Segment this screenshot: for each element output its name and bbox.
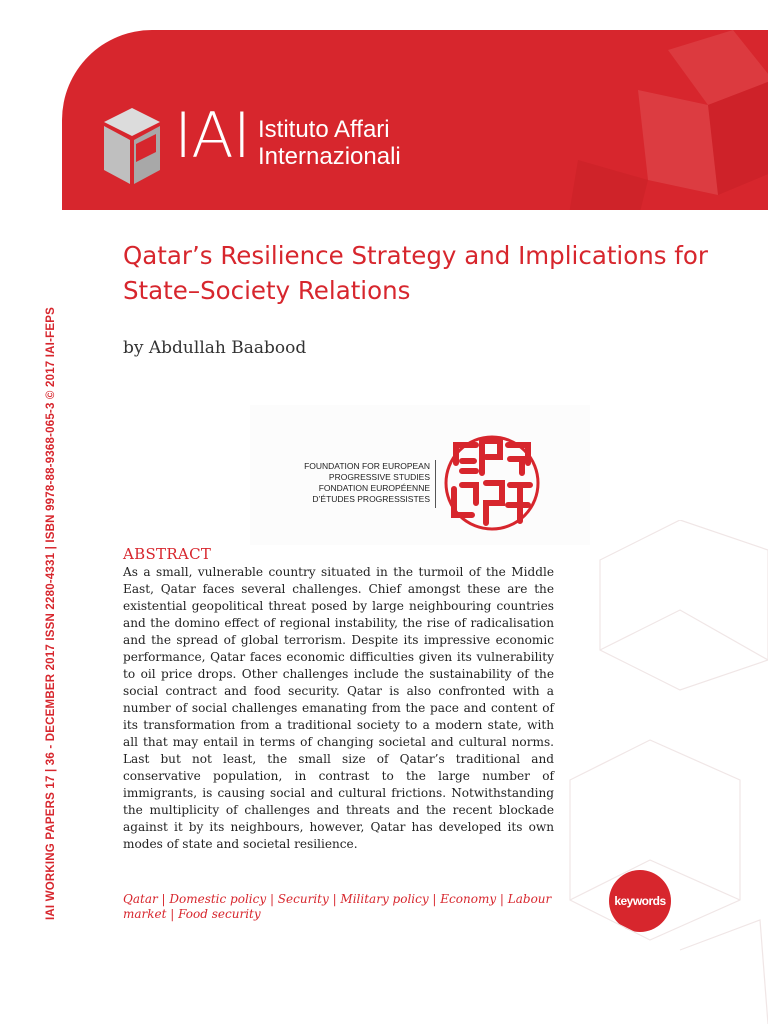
institute-name-line2: Internazionali — [258, 143, 401, 170]
feps-line2: PROGRESSIVE STUDIES — [328, 472, 430, 482]
keywords-list: Qatar | Domestic policy | Security | Military policy | Economy | Labour market | Food security — [123, 892, 552, 921]
logo-acronym: IAI — [174, 99, 250, 172]
page-title: Qatar’s Resilience Strategy and Implications for State–Society Relations — [123, 241, 708, 305]
institute-name — [258, 116, 401, 170]
background-decoration — [560, 520, 768, 1024]
cube-logo-icon — [96, 104, 168, 186]
feps-line3: FONDATION EUROPÉENNE — [318, 483, 430, 493]
iai-logo — [96, 99, 426, 186]
author-byline: by Abdullah Baabood — [123, 338, 307, 358]
feps-name — [290, 461, 430, 505]
publication-info-vertical: IAI WORKING PAPERS 17 | 36 - DECEMBER 2017 ISSN 2280-4331 | ISBN 9978-88-9368-065-3 © 2017 IAI-FEPS — [45, 307, 57, 920]
feps-logo-block — [250, 405, 590, 545]
keywords-badge: keywords — [609, 870, 671, 932]
abstract-text: As a small, vulnerable country situated in the turmoil of the Middle East, Qatar faces several challenges. Chief amongst these are the existential geopolitical threat posed by large neighbouring countries and the domino effect of regional instability, the rise of radicalisation and the spread of global terrorism. Despite its impressive economic performance, Qatar faces economic difficulties given its vulnerability to oil price drops. Other challenges include the sustainability of the social contract and food security. Qatar is also confronted with a number of social challenges emanating from the pace and content of its transformation from a traditional society to a modern state, with all that may entail in terms of changing societal and cultural norms. Last but not least, the small size of Qatar’s traditional and conservative population, in contrast to the large number of immigrants, is causing social and cultural frictions. Notwithstanding the multiplicity of challenges and threats and the recent blockade against it by its neighbours, however, Qatar has developed its own modes of state and societal resilience. — [123, 565, 554, 851]
institute-name-line1: Istituto Affari — [258, 116, 390, 143]
feps-logo-icon — [442, 433, 542, 533]
feps-line4: D’ÉTUDES PROGRESSISTES — [312, 494, 430, 504]
feps-line1: FOUNDATION FOR EUROPEAN — [304, 461, 430, 471]
abstract-heading: ABSTRACT — [123, 545, 212, 563]
feps-divider — [435, 460, 436, 508]
decorative-cube-icon — [518, 30, 768, 210]
